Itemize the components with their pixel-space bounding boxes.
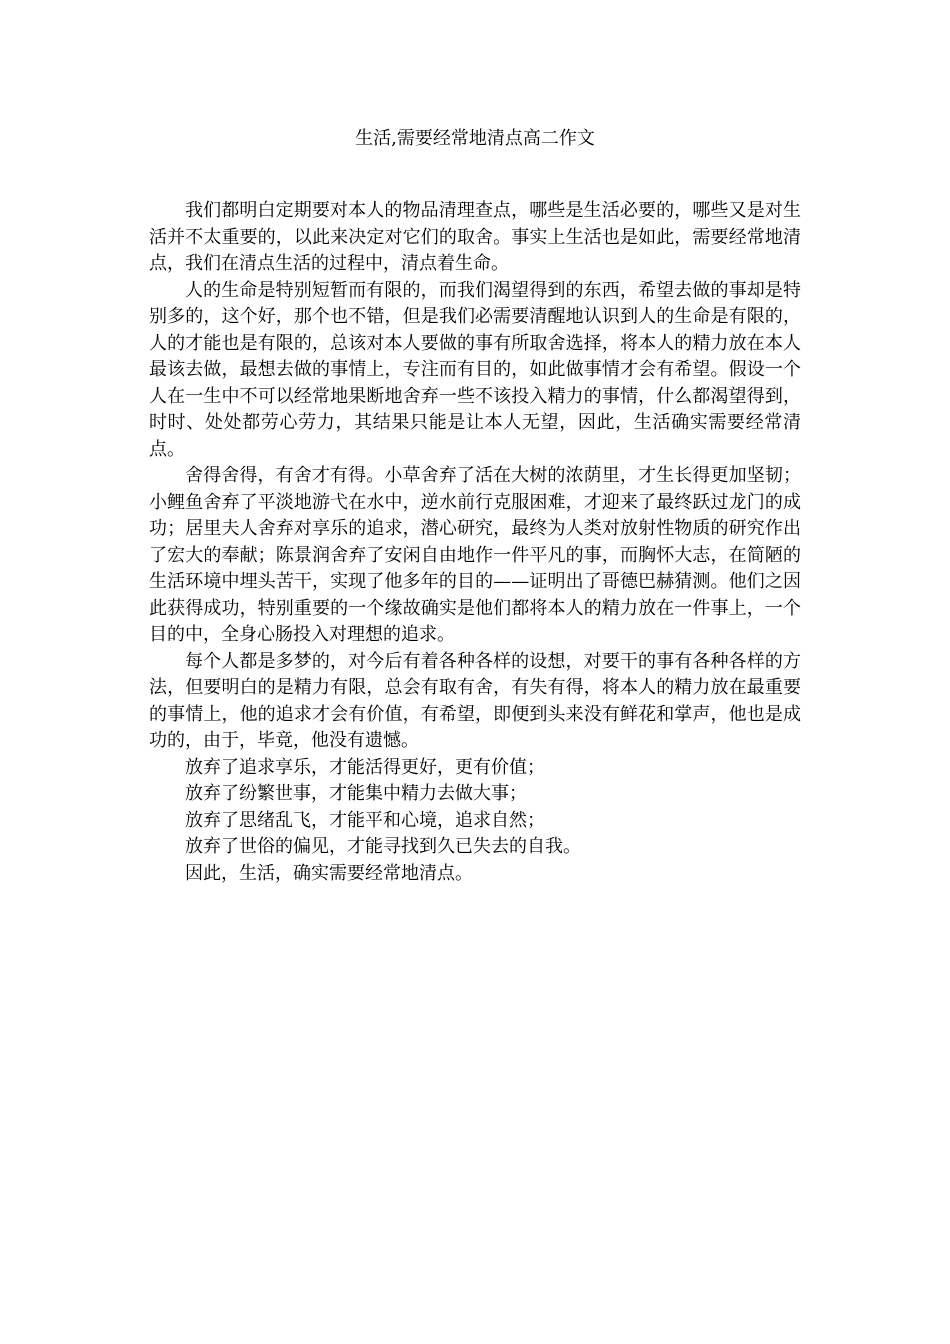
paragraph: 放弃了纷繁世事，才能集中精力去做大事； — [185, 783, 527, 804]
paragraph: 因此，生活，确实需要经常地清点。 — [185, 862, 473, 884]
paragraph: 我们都明白定期要对本人的物品清理查点，哪些是生活必要的，哪些又是对生活并不太重要的，以此来决定对它们的取舍。事实上生活也是如此，需要经常地清点，我们在清点生活的过程中，清点着生命。 — [149, 200, 801, 274]
paragraph: 放弃了追求享乐，才能活得更好，更有价值； — [185, 756, 545, 778]
document-body — [149, 198, 801, 887]
paragraph: 舍得舍得，有舍才有得。小草舍弃了活在大树的浓荫里，才生长得更加坚韧；小鲤鱼舍弃了平淡地游弋在水中，逆水前行克服困难，才迎来了最终跃过龙门的成功；居里夫人舍弃对享乐的追求，潜心研究，最终为人类对放射性物质的研究作出了宏大的奉献；陈景润舍弃了安闲自由地作一件平凡的事，而胸怀大志，在简陋的生活环境中埋头苦干，实现了他多年的目的——证明出了哥德巴赫猜测。他们之因此获得成功，特别重要的一个缘故确实是他们都将本人的精力放在一件事上，一个目的中，全身心肠投入对理想的追求。 — [149, 465, 801, 645]
paragraph: 人的生命是特别短暂而有限的，而我们渴望得到的东西，希望去做的事却是特别多的，这个好，那个也不错，但是我们必需要清醒地认识到人的生命是有限的，人的才能也是有限的，总该对本人要做的事有所取舍选择，将本人的精力放在本人最该去做，最想去做的事情上，专注而有目的，如此做事情才会有希望。假设一个人在一生中不可以经常地果断地舍弃一些不该投入精力的事情，什么都渴望得到，时时、处处都劳心劳力，其结果只能是让本人无望，因此，生活确实需要经常清点。 — [149, 279, 801, 460]
paragraph: 放弃了世俗的偏见，才能寻找到久已失去的自我。 — [185, 836, 581, 857]
paragraph: 放弃了思绪乱飞，才能平和心境，追求自然； — [185, 809, 545, 831]
paragraph: 每个人都是多梦的，对今后有着各种各样的设想，对要干的事有各种各样的方法，但要明白的是精力有限，总会有取有舍，有失有得，将本人的精力放在最重要的事情上，他的追求才会有价值，有希望，即便到头来没有鲜花和掌声，他也是成功的，由于，毕竟，他没有遗憾。 — [149, 650, 801, 751]
document-title: 生活,需要经常地清点高二作文 — [355, 128, 595, 149]
